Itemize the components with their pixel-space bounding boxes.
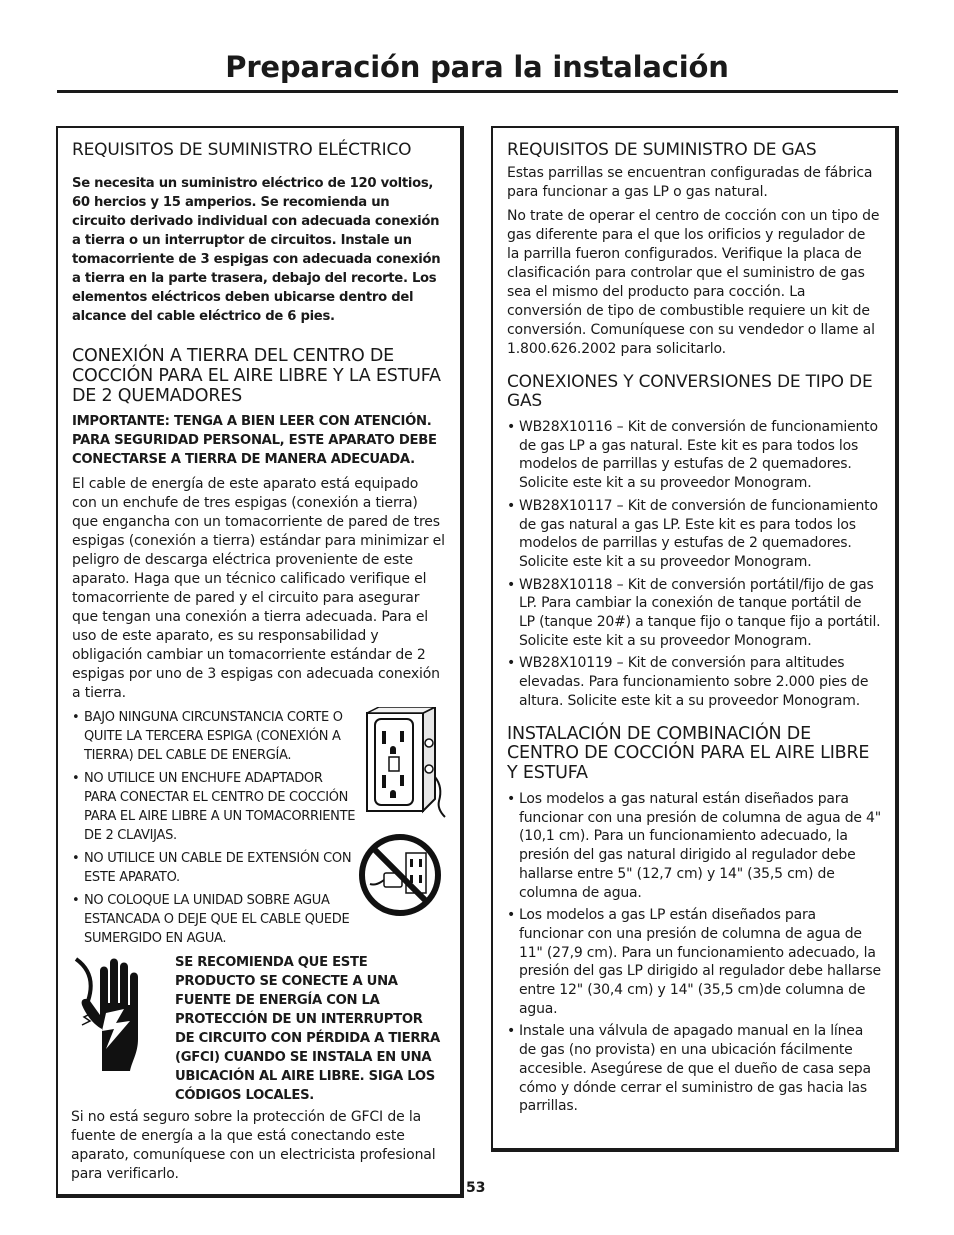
- electric-shock-hand-icon: [72, 953, 164, 1073]
- gas-heading: REQUISITOS DE SUMINISTRO DE GAS: [507, 140, 817, 160]
- list-item: • WB28X10119 – Kit de conversión para altitudes elevadas. Para funcionamiento sobre 2.000 pies de altura. Solicite este kit a su proveedor Monogram.: [507, 654, 881, 710]
- installation-list: [507, 790, 881, 1116]
- page-title: Preparación para la instalación: [225, 50, 729, 84]
- list-item: • NO COLOQUE LA UNIDAD SOBRE AGUA ESTANCADA O DEJE QUE EL CABLE QUEDE SUMERGIDO EN AGUA.: [72, 891, 357, 948]
- list-item: • NO UTILICE UN CABLE DE EXTENSIÓN CON ESTE APARATO.: [72, 849, 357, 887]
- conversion-kits-list: [507, 418, 881, 711]
- conversion-heading: CONEXIONES Y CONVERSIONES DE TIPO DE GAS: [507, 372, 873, 411]
- gas-type-text: No trate de operar el centro de cocción con un tipo de gas diferente para el que los orificios y regulador de la parrilla fueron configurados. Verifique la placa de clasificación para controlar que el suministro de gas sea el mismo del producto para cocción. La conversión de tipo de combustible requiere un kit de conversión. Comuníquese con su vendedor o llame al 1.800.626.2002 para solicitarlo.: [507, 208, 880, 357]
- electrical-heading: REQUISITOS DE SUMINISTRO ELÉCTRICO: [72, 140, 412, 160]
- three-prong-outlet-icon: [365, 707, 447, 819]
- gas-intro-text: Estas parrillas se encuentran configuradas de fábrica para funcionar a gas LP o gas natural.: [507, 165, 873, 200]
- list-item: • WB28X10117 – Kit de conversión de funcionamiento de gas natural a gas LP. Este kit es para todos los modelos de parrillas y estufas de 2 quemadores. Solicite este kit a su proveedor Monogram.: [507, 497, 881, 572]
- list-item: • Los modelos a gas natural están diseñados para funcionar con una presión de columna de agua de 4" (10,1 cm). Para un funcionamiento adecuado, la presión del gas natural dirigido al regulador debe hallarse entre 5" (12,7 cm) y 14" (35,5 cm) de columna de agua.: [507, 790, 881, 902]
- grounding-text: El cable de energía de este aparato está equipado con un enchufe de tres espigas (conexión a tierra) que engancha con un tomacorriente de pared de tres espigas (conexión a tierra) estándar para minimizar el peligro de descarga eléctrica proveniente de este aparato. Haga que un técnico calificado verifique el tomacorriente de pared y el circuito para asegurar que tengan una conexión a tierra adecuada. Para el uso de este aparato, es su responsabilidad y obligación cambiar un tomacorriente estándar de 2 espigas por uno de 3 espigas con adecuada conexión a tierra.: [72, 476, 445, 701]
- list-item: • NO UTILICE UN ENCHUFE ADAPTADOR PARA CONECTAR EL CENTRO DE COCCIÓN PARA EL AIRE LIBRE A UN TOMACORRIENTE DE 2 CLAVIJAS.: [72, 769, 357, 845]
- gas-requirements-box: [491, 126, 899, 1152]
- page-number: 53: [466, 1180, 486, 1196]
- important-notice: IMPORTANTE: TENGA A BIEN LEER CON ATENCIÓN. PARA SEGURIDAD PERSONAL, ESTE APARATO DEBE CONECTARSE A TIERRA DE MANERA ADECUADA.: [72, 414, 437, 467]
- list-item: • BAJO NINGUNA CIRCUNSTANCIA CORTE O QUITE LA TERCERA ESPIGA (CONEXIÓN A TIERRA) DEL CABLE DE ENERGÍA.: [72, 708, 357, 765]
- grounding-heading: CONEXIÓN A TIERRA DEL CENTRO DE COCCIÓN PARA EL AIRE LIBRE Y LA ESTUFA DE 2 QUEMADORES: [72, 346, 441, 406]
- electrical-requirements-text: Se necesita un suministro eléctrico de 120 voltios, 60 hercios y 15 amperios. Se recomienda un circuito derivado individual con adecuada conexión a tierra o un interruptor de circuitos. Instale un tomacorriente de 3 espigas con adecuada conexión a tierra en la parte trasera, debajo del recorte. Los elementos eléctricos deben ubicarse dentro del alcance del cable eléctrico de 6 pies.: [72, 176, 441, 324]
- list-item: • Los modelos a gas LP están diseñados para funcionar con una presión de columna de agua de 11" (27,9 cm). Para un funcionamiento adecuado, la presión del gas LP dirigido al regulador debe hallarse entre 12" (30,4 cm) y 14" (35,5 cm)de columna de agua.: [507, 906, 881, 1018]
- gfci-warning: SE RECOMIENDA QUE ESTE PRODUCTO SE CONECTE A UNA FUENTE DE ENERGÍA CON LA PROTECCIÓN DE UN INTERRUPTOR DE CIRCUITO CON PÉRDIDA A TIERRA (GFCI) CUANDO SE INSTALA EN UNA UBICACIÓN AL AIRE LIBRE. SIGA LOS CÓDIGOS LOCALES.: [175, 955, 440, 1103]
- title-rule: [57, 90, 898, 93]
- gfci-note: Si no está seguro sobre la protección de GFCI de la fuente de energía a la que está conectando este aparato, comuníquese con un electricista profesional para verificarlo.: [71, 1109, 436, 1182]
- list-item: • WB28X10118 – Kit de conversión portátil/fijo de gas LP. Para cambiar la conexión de tanque portátil de LP (tanque 20#) a tanque fijo o tanque fijo a portátil. Solicite este kit a su proveedor Monogram.: [507, 576, 881, 651]
- list-item: • WB28X10116 – Kit de conversión de funcionamiento de gas LP a gas natural. Este kit es para todos los modelos de parrillas y estufas de 2 quemadores. Solicite este kit a su proveedor Monogram.: [507, 418, 881, 493]
- grounding-warnings-list: [72, 708, 357, 948]
- installation-heading: INSTALACIÓN DE COMBINACIÓN DE CENTRO DE COCCIÓN PARA EL AIRE LIBRE Y ESTUFA: [507, 723, 870, 783]
- no-adapter-plug-icon: [358, 833, 442, 917]
- list-item: • Instale una válvula de apagado manual en la línea de gas (no provista) en una ubicación fácilmente accesible. Asegúrese de que el dueño de casa sepa cómo y dónde cerrar el suministro de gas hacia las parrillas.: [507, 1022, 881, 1116]
